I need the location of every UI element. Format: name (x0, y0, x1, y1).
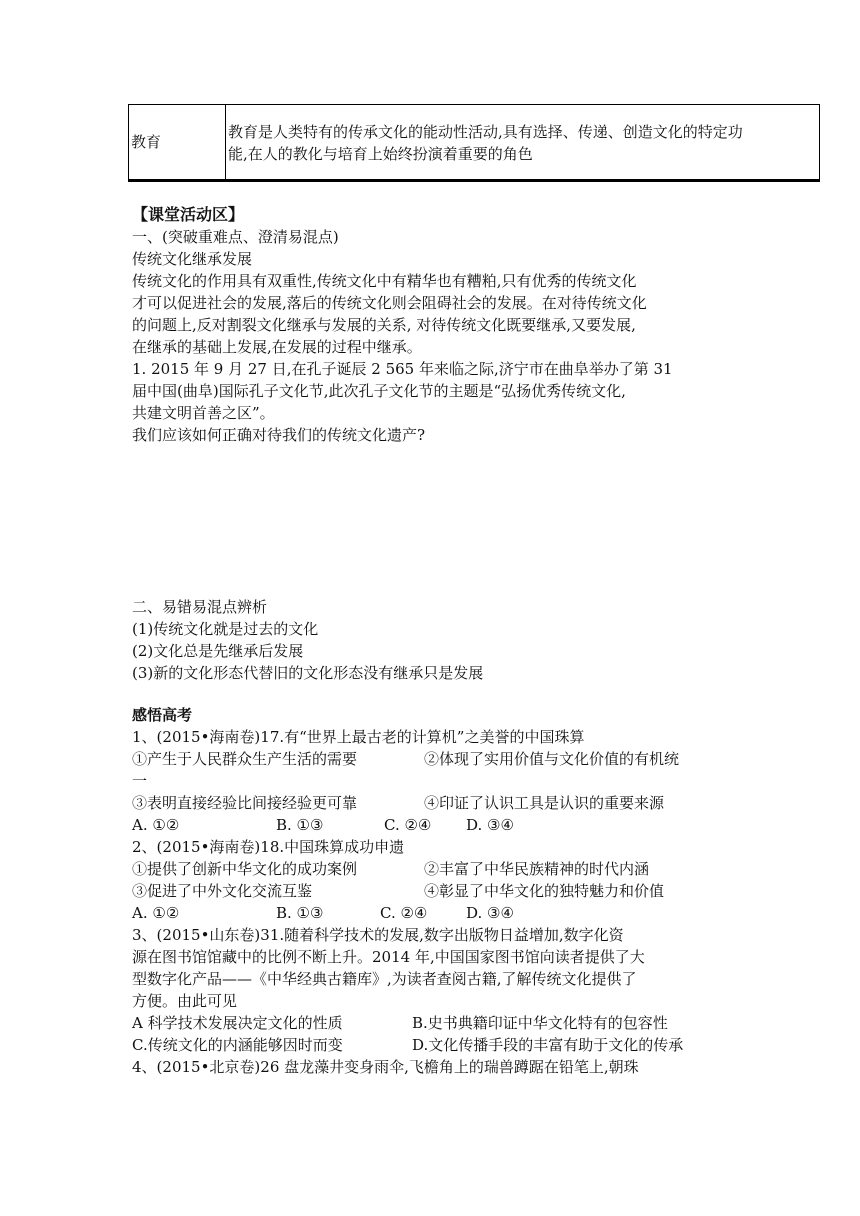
paragraph-line: 才可以促进社会的发展,落后的传统文化则会阻碍社会的发展。在对待传统文化 (132, 294, 647, 312)
option-c: C.传统文化的内涵能够因时而变 (132, 1036, 343, 1054)
definition-cell (226, 105, 820, 181)
question-stem: 4、(2015•北京卷)26 盘龙藻井变身雨伞,飞檐角上的瑞兽蹲踞在铅笔上,朝珠 (132, 1058, 639, 1076)
choice-d: D. ③④ (466, 816, 514, 834)
definition-line: 教育是人类特有的传承文化的能动性活动,具有选择、传递、创造文化的特定功 (228, 122, 743, 141)
option-text: ②体现了实用价值与文化价值的有机统 (424, 750, 680, 768)
choice-a: A. ①② (132, 904, 180, 922)
option-text: ④印证了认识工具是认识的重要来源 (424, 794, 665, 812)
list-item: (3)新的文化形态代替旧的文化形态没有继承只是发展 (132, 664, 484, 682)
option-a: A 科学技术发展决定文化的性质 (132, 1014, 343, 1032)
option-row (132, 792, 736, 814)
choice-row (132, 902, 736, 924)
paragraph-line: 在继承的基础上发展,在发展的过程中继承。 (132, 338, 422, 356)
choice-a: A. ①② (132, 816, 180, 834)
topic-title: 传统文化继承发展 (132, 250, 253, 268)
choice-b: B. ①③ (276, 904, 324, 922)
option-text: ①产生于人民群众生产生活的需要 (132, 750, 358, 768)
section-heading: 感悟高考 (132, 706, 193, 724)
option-text: ②丰富了中华民族精神的时代内涵 (424, 860, 650, 878)
answer-space (132, 446, 736, 596)
option-b: B.史书典籍印证中华文化特有的包容性 (412, 1014, 668, 1032)
option-row (132, 1034, 736, 1056)
section-heading: 【课堂活动区】 (132, 205, 245, 224)
option-text: ③促进了中外文化交流互鉴 (132, 882, 313, 900)
choice-row (132, 814, 736, 836)
table-row (129, 105, 820, 181)
case-line: 共建文明首善之区”。 (132, 404, 275, 422)
option-row (132, 748, 736, 770)
option-d: D.文化传播手段的丰富有助于文化的传承 (412, 1036, 684, 1054)
question-stem: 2、(2015•海南卷)18.中国珠算成功申遗 (132, 838, 405, 856)
question-stem: 方便。由此可见 (132, 992, 238, 1010)
section-subheading: 一、(突破重难点、澄清易混点) (132, 228, 339, 246)
section-heading: 二、易错易混点辨析 (132, 598, 268, 616)
option-row (132, 858, 736, 880)
paragraph-line: 传统文化的作用具有双重性,传统文化中有精华也有糟粕,只有优秀的传统文化 (132, 272, 637, 290)
question-line: 我们应该如何正确对待我们的传统文化遗产? (132, 426, 426, 444)
question-stem: 源在图书馆馆藏中的比例不断上升。2014 年,中国国家图书馆向读者提供了大 (132, 948, 645, 966)
term-cell: 教育 (129, 105, 226, 181)
choice-c: C. ②④ (380, 904, 428, 922)
paragraph-line: 的问题上,反对割裂文化继承与发展的关系, 对待传统文化既要继承,又要发展, (132, 316, 636, 334)
main-content (132, 204, 736, 1078)
question-stem: 型数字化产品——《中华经典古籍库》,为读者查阅古籍,了解传统文化提供了 (132, 970, 637, 988)
spacer (132, 684, 736, 704)
choice-d: D. ③④ (466, 904, 514, 922)
choice-c: C. ②④ (384, 816, 432, 834)
choice-b: B. ①③ (276, 816, 324, 834)
question-stem: 3、(2015•山东卷)31.随着科学技术的发展,数字出版物日益增加,数字化资 (132, 926, 624, 944)
list-item: (1)传统文化就是过去的文化 (132, 620, 319, 638)
question-stem: 1、(2015•海南卷)17.有“世界上最古老的计算机”之美誉的中国珠算 (132, 728, 585, 746)
list-item: (2)文化总是先继承后发展 (132, 642, 304, 660)
option-row (132, 880, 736, 902)
case-line: 届中国(曲阜)国际孔子文化节,此次孔子文化节的主题是“弘扬优秀传统文化, (132, 382, 626, 400)
option-text: ④彰显了中华文化的独特魅力和价值 (424, 882, 665, 900)
definition-line: 能,在人的教化与培育上始终扮演着重要的角色 (228, 144, 533, 163)
option-continuation: 一 (132, 772, 148, 790)
option-text: ①提供了创新中华文化的成功案例 (132, 860, 358, 878)
option-row (132, 1012, 736, 1034)
option-text: ③表明直接经验比间接经验更可靠 (132, 794, 358, 812)
case-line: 1. 2015 年 9 月 27 日,在孔子诞辰 2 565 年来临之际,济宁市在曲阜举办了第 31 (132, 360, 673, 378)
definition-table (128, 104, 820, 182)
